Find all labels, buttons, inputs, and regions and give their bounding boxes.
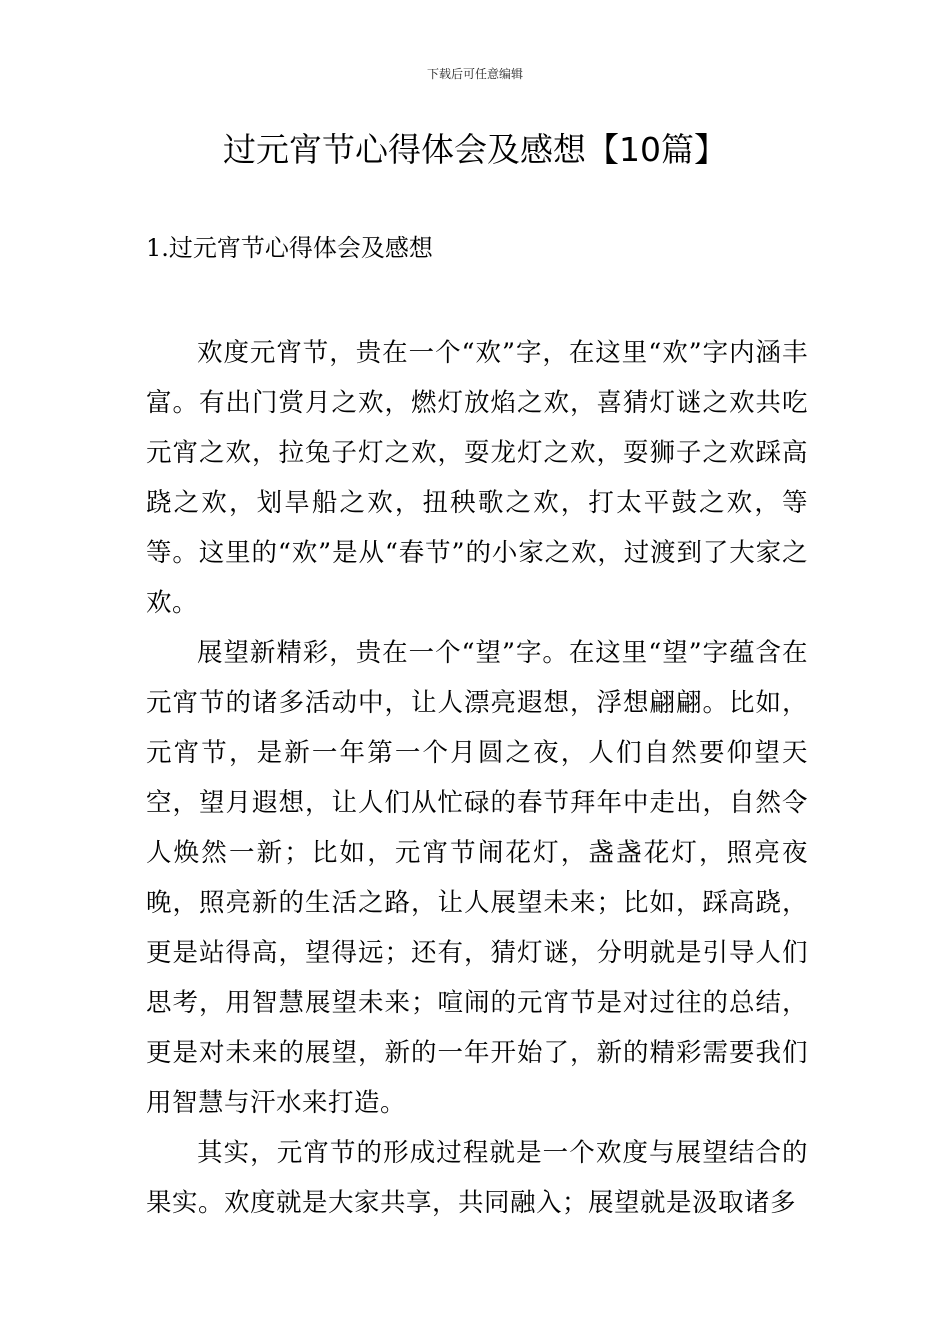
paragraph-3: 其实，元宵节的形成过程就是一个欢度与展望结合的果实。欢度就是大家共享，共同融入；展望就是汲取诸多 <box>146 1138 808 1218</box>
header-note: 下载后可任意编辑 <box>426 67 523 81</box>
paragraph-1: 欢度元宵节，贵在一个“欢”字，在这里“欢”字内涵丰富。有出门赏月之欢，燃灯放焰之欢，喜猜灯谜之欢共吃元宵之欢，拉兔子灯之欢，耍龙灯之欢，耍狮子之欢踩高跷之欢，划旱船之欢，扭秧歌之欢，打太平鼓之欢，等等。这里的“欢”是从“春节”的小家之欢，过渡到了大家之欢。 <box>146 338 808 618</box>
body-text <box>146 328 808 1228</box>
paragraph-2: 展望新精彩，贵在一个“望”字。在这里“望”字蕴含在元宵节的诸多活动中，让人漂亮遐想，浮想翩翩。比如，元宵节，是新一年第一个月圆之夜，人们自然要仰望天空，望月遐想，让人们从忙碌的春节拜年中走出，自然令人焕然一新；比如，元宵节闹花灯，盏盏花灯，照亮夜晚，照亮新的生活之路，让人展望未来；比如，踩高跷，更是站得高，望得远；还有，猜灯谜，分明就是引导人们思考，用智慧展望未来；喧闹的元宵节是对过往的总结，更是对未来的展望，新的一年开始了，新的精彩需要我们用智慧与汗水来打造。 <box>146 638 808 1118</box>
section-heading: 1.过元宵节心得体会及感想 <box>146 234 433 262</box>
document-title: 过元宵节心得体会及感想【10篇】 <box>223 130 727 169</box>
